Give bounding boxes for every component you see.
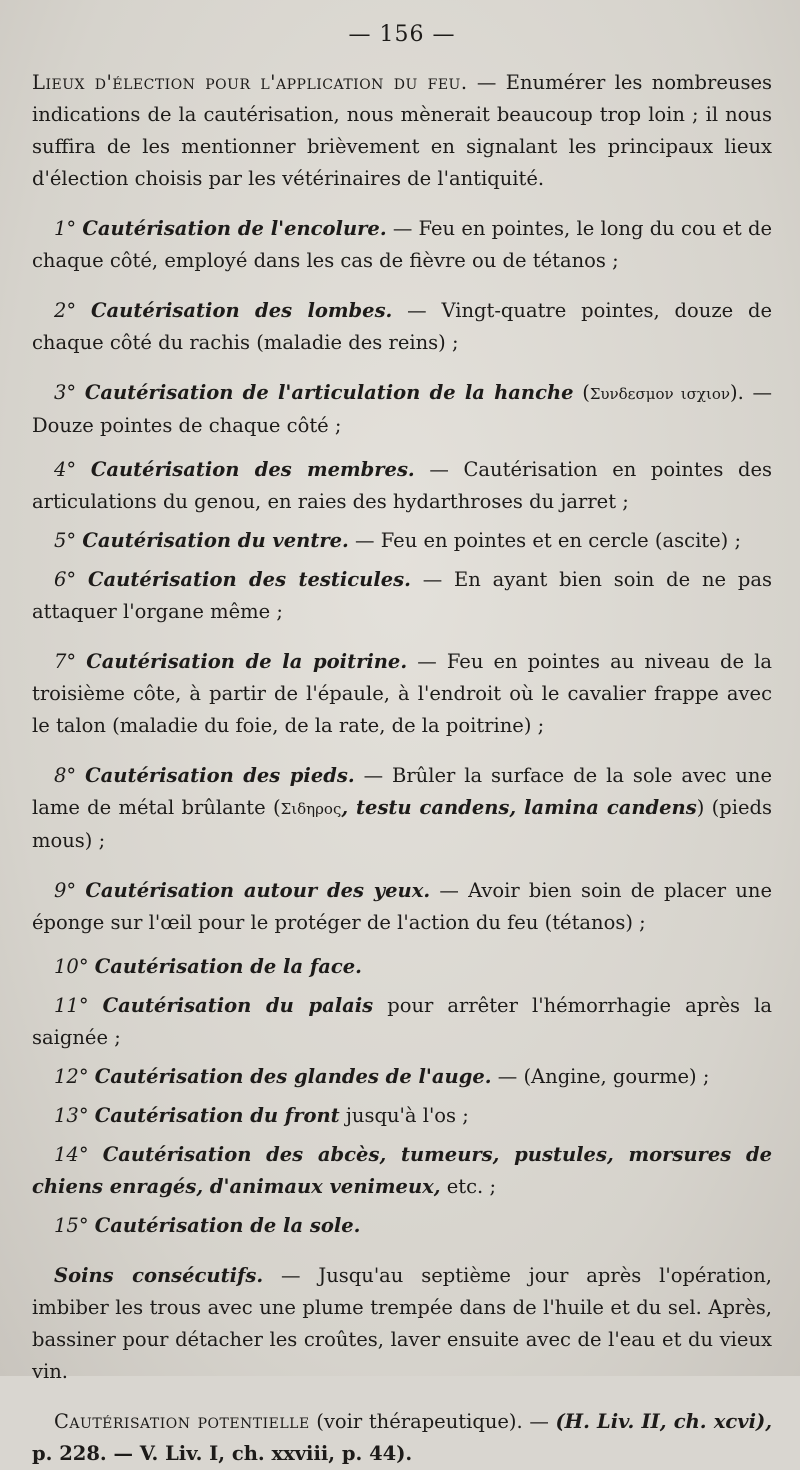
item-title: Cautérisation des testicules. (88, 568, 411, 591)
item-title: Cautérisation des membres. (90, 458, 415, 481)
item-title: Cautérisation de la poitrine. (86, 650, 408, 673)
item-6 (32, 564, 772, 628)
page-number: — 156 — (348, 22, 456, 47)
item-number: 7° (54, 650, 77, 673)
potentielle-text: (voir thérapeutique). — (309, 1410, 556, 1433)
item-text: — Feu en pointes, le long du cou et de chaque côté, employé dans les cas de fièvre ou de tétanos ; (32, 217, 773, 272)
item-number: 12° (54, 1065, 89, 1088)
reference-1: (H. Liv. II, ch. xcvi), (555, 1410, 773, 1433)
item-number: 10° (54, 955, 89, 978)
item-number: 3° (54, 381, 77, 404)
intro-paragraph (32, 67, 772, 195)
item-title: Cautérisation autour des yeux. (85, 879, 431, 902)
item-13 (32, 1100, 772, 1132)
item-number: 6° (54, 568, 77, 591)
item-11 (32, 990, 772, 1054)
item-title: Cautérisation des glandes de l'auge. (94, 1065, 492, 1088)
item-text: — Brûler la surface de la sole avec une lame de métal brûlante ( (32, 764, 773, 819)
item-15 (32, 1210, 772, 1242)
soins-heading: Soins consécutifs. (54, 1264, 264, 1287)
item-text: pour arrêter l'hémorrhagie après la saignée ; (32, 994, 772, 1049)
potentielle-heading: Cautérisation potentielle (54, 1410, 310, 1433)
item-4 (32, 454, 772, 518)
item-number: 14° (54, 1143, 89, 1166)
item-1 (32, 213, 772, 277)
item-number: 2° (54, 299, 77, 322)
item-14 (32, 1139, 772, 1203)
item-text: — Douze pointes de chaque côté ; (32, 381, 772, 437)
potentielle-paragraph (32, 1406, 772, 1470)
item-title: Cautérisation des pieds. (85, 764, 355, 787)
item-text: — En ayant bien soin de ne pas attaquer l'organe même ; (32, 568, 772, 623)
item-10 (32, 951, 772, 983)
intro-heading: Lieux d'élection pour l'application du feu. (32, 71, 468, 94)
latin-term: , testu candens, lamina candens (341, 796, 697, 819)
item-title: Cautérisation du front (94, 1104, 340, 1127)
item-3: 3° Cautérisation de l'articulation de la hanche (Συνδεσμον ισχιον). — Douze pointes de chaque côté ; (32, 381, 772, 437)
item-text-end: ) (pieds mous) ; (32, 796, 772, 852)
item-title: Cautérisation des lombes. (91, 299, 393, 322)
soins-text: — Jusqu'au septième jour après l'opération, imbiber les trous avec une plume trempée dans de l'huile et du sel. Après, bassiner pour détacher les croûtes, laver ensuite avec de l'eau et du vieux vin. (32, 1264, 772, 1383)
item-title: Cautérisation des abcès, tumeurs, pustules, morsures de chiens enragés, d'animaux venimeux, (32, 1143, 772, 1198)
item-text: — Feu en pointes au niveau de la troisième côte, à partir de l'épaule, à l'endroit où le cavalier frappe avec le talon (maladie du foie, de la rate, de la poitrine) ; (32, 650, 773, 737)
item-8 (32, 760, 772, 857)
reference-2: p. 228. — V. Liv. I, ch. xxviii, p. 44). (32, 1442, 413, 1465)
item-number: 15° (54, 1214, 89, 1237)
item-text: — (Angine, gourme) ; (491, 1065, 710, 1088)
item-title: Cautérisation de l'articulation de la hanche (84, 381, 574, 404)
item-title: Cautérisation du palais (102, 994, 374, 1017)
item-text: — Feu en pointes et en cercle (ascite) ; (348, 529, 742, 552)
item-text: — Vingt-quatre pointes, douze de chaque côté du rachis (maladie des reins) ; (32, 299, 772, 354)
item-9 (32, 875, 772, 939)
item-number: 4° (54, 458, 77, 481)
item-text: — Avoir bien soin de placer une éponge sur l'œil pour le protéger de l'action du feu (tétanos) ; (32, 879, 772, 934)
soins-paragraph (32, 1260, 772, 1388)
item-number: 5° (54, 529, 77, 552)
item-title: Cautérisation du ventre. (82, 529, 349, 552)
item-text: — Cautérisation en pointes des articulations du genou, en raies des hydarthroses du jarret ; (32, 458, 773, 513)
item-2 (32, 295, 772, 359)
item-number: 8° (54, 764, 77, 787)
item-number: 13° (54, 1104, 89, 1127)
greek-term: Σιδηρος (280, 800, 342, 818)
item-7 (32, 646, 772, 742)
item-12 (32, 1061, 772, 1093)
item-title: Cautérisation de la sole. (94, 1214, 361, 1237)
item-title: Cautérisation de l'encolure. (82, 217, 387, 240)
item-5 (32, 525, 772, 557)
item-title: Cautérisation de la face. (94, 955, 362, 978)
item-number: 11° (54, 994, 89, 1017)
intro-text: — Enumérer les nombreuses indications de la cautérisation, nous mènerait beaucoup trop loin ; il nous suffira de les mentionner brièvement en signalant les principaux lieux d'élection choisis par les vétérinaires de l'antiquité. (32, 71, 773, 190)
item-number: 1° (54, 217, 77, 240)
item-text: jusqu'à l'os ; (339, 1104, 469, 1127)
item-number: 9° (54, 879, 77, 902)
item-text: etc. ; (440, 1175, 497, 1198)
greek-term: Συνδεσμον ισχιον (589, 385, 731, 403)
